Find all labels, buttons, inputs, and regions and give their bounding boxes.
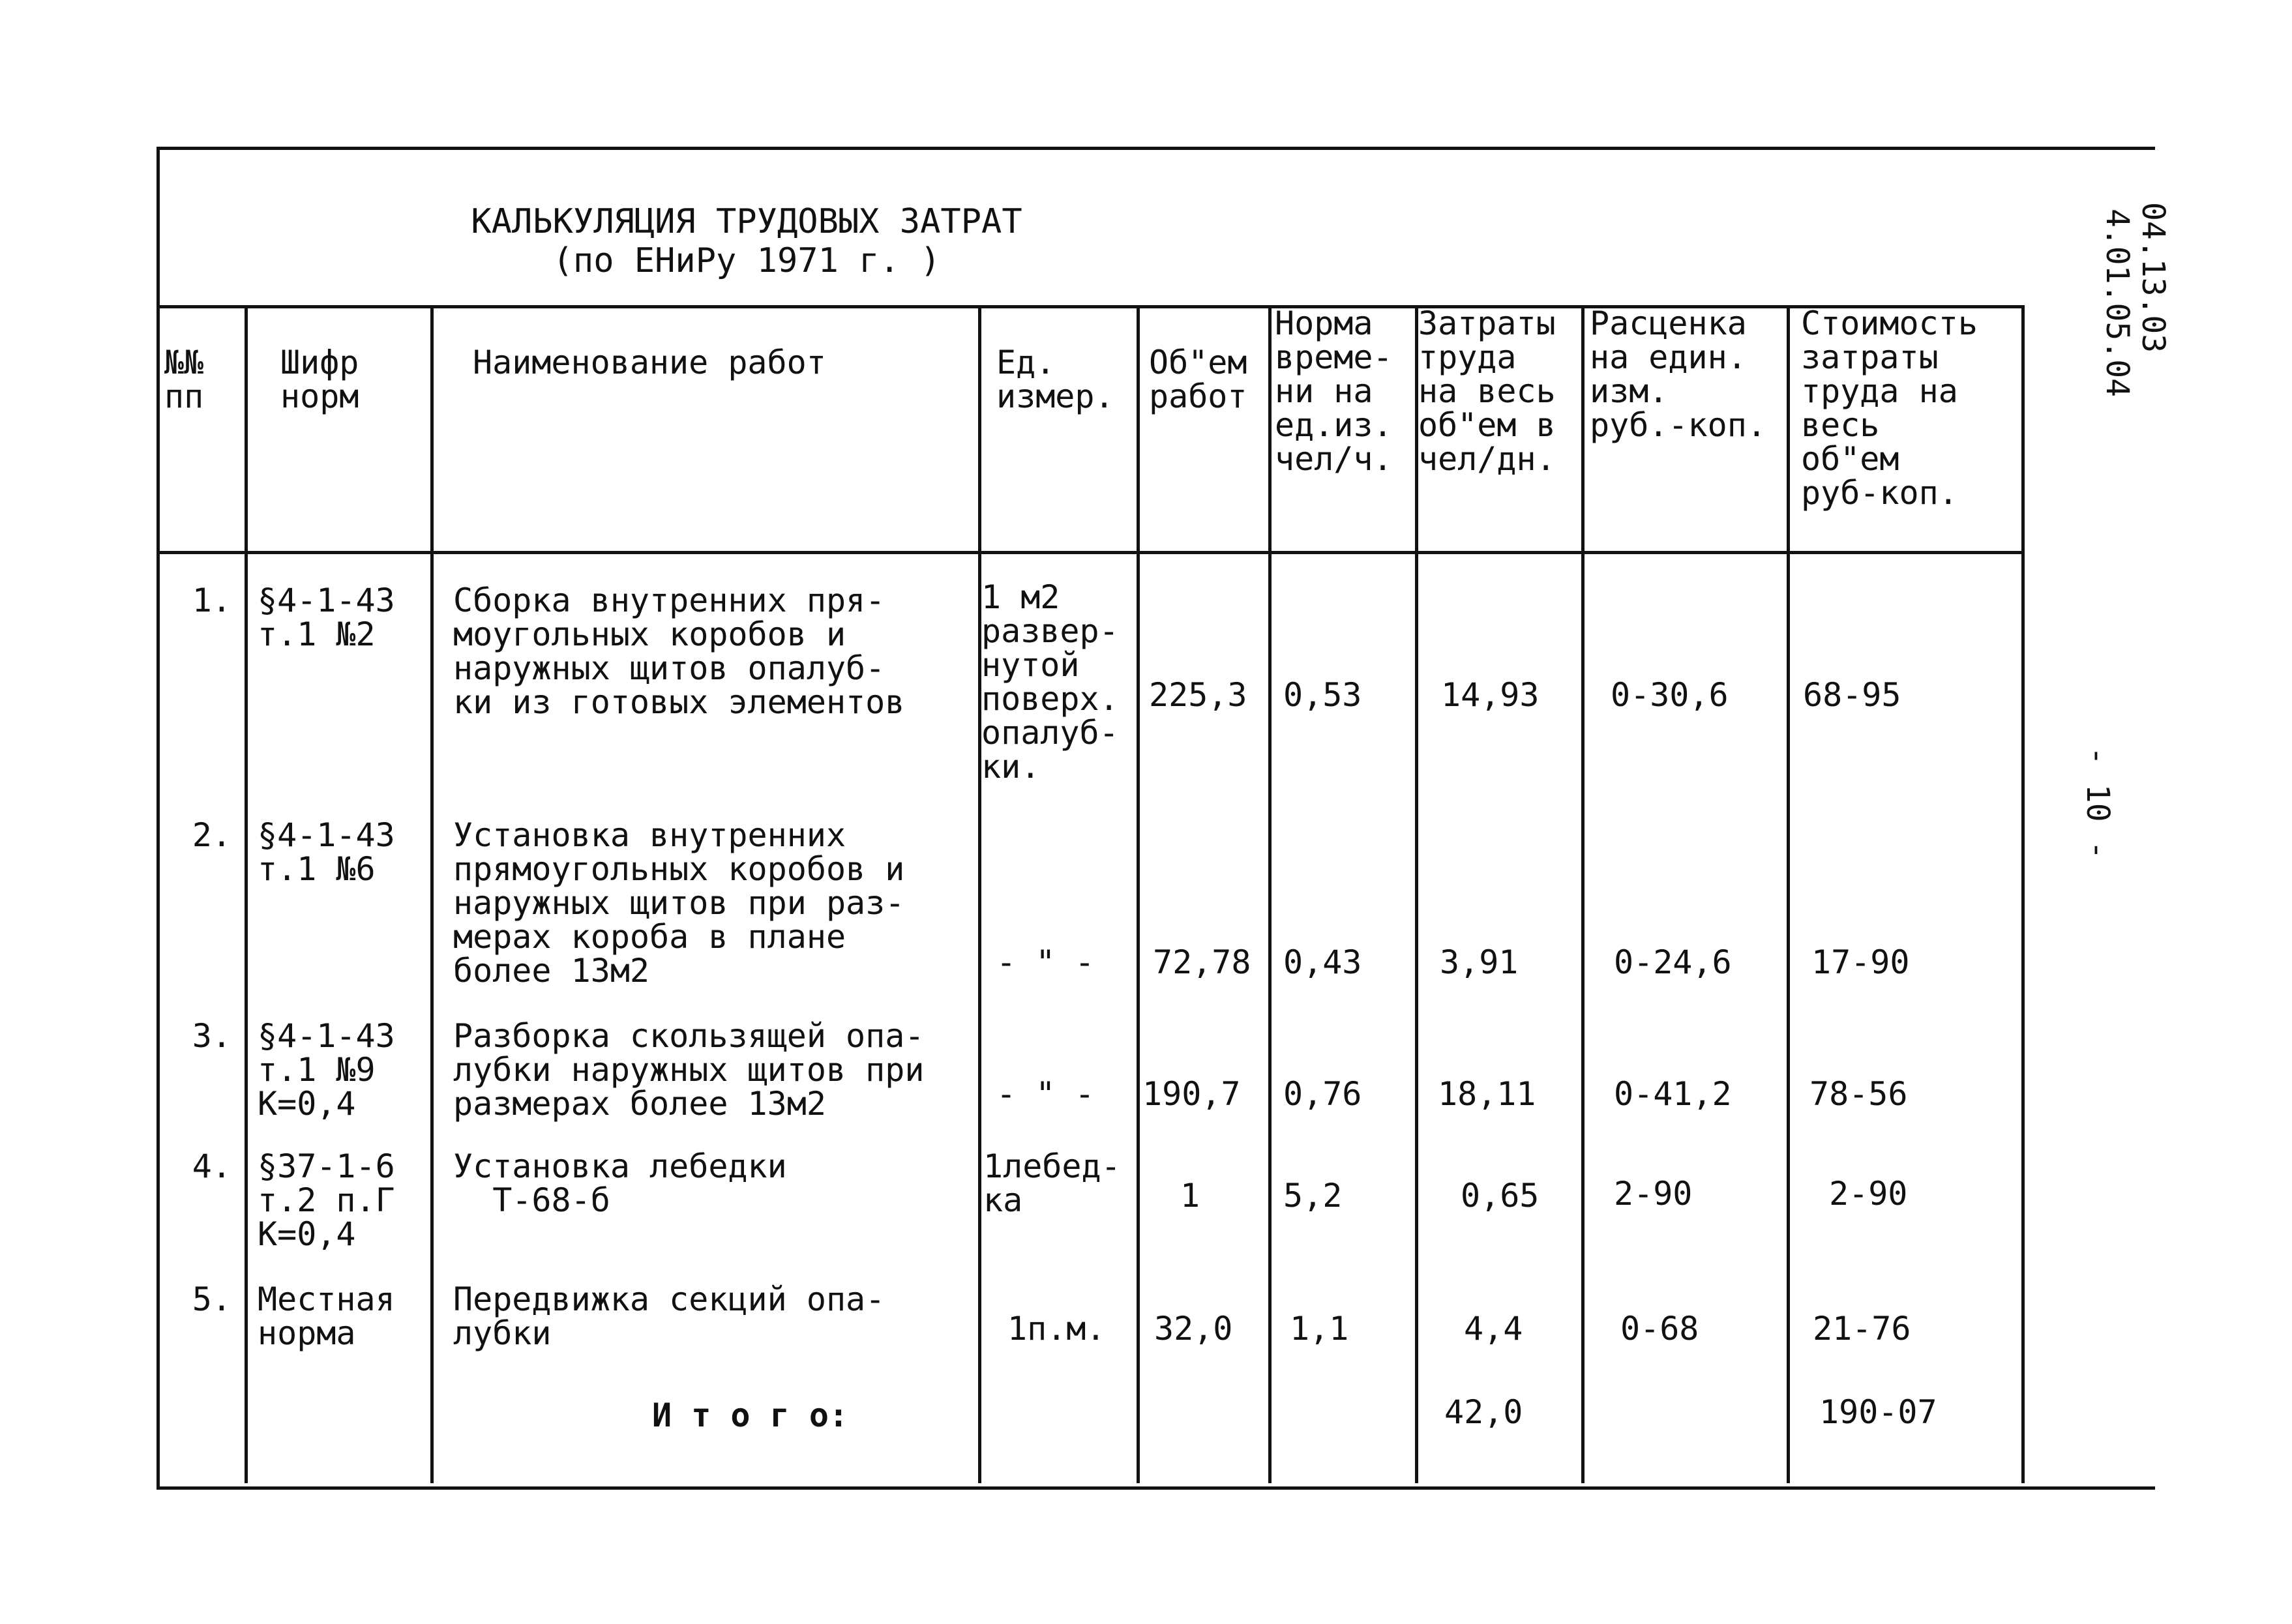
row-3-unit: - " - [996, 1075, 1095, 1113]
header-name: Наименование работ [473, 344, 826, 381]
title-line-1: КАЛЬКУЛЯЦИЯ ТРУДОВЫХ ЗАТРАТ [471, 202, 1022, 241]
row-5-code: Местная норма [258, 1280, 395, 1352]
header-unit: Ед. измер. [996, 344, 1114, 415]
row-4-labor: 0,65 [1461, 1177, 1540, 1215]
header-norm: Норма време- ни на ед.из. чел/ч. [1275, 304, 1393, 478]
col-rule-3 [978, 305, 981, 1483]
col-rule-9 [2021, 305, 2025, 1483]
row-1-num: 1. [192, 582, 231, 619]
row-5-norm: 1,1 [1290, 1310, 1349, 1348]
row-4-code: §37-1-6 т.2 п.Г К=0,4 [258, 1147, 395, 1253]
row-4-volume: 1 [1180, 1177, 1200, 1215]
row-2-cost: 17-90 [1811, 943, 1910, 981]
row-3-norm: 0,76 [1283, 1075, 1362, 1113]
header-code: Шифр норм [280, 344, 359, 415]
row-1-labor: 14,93 [1441, 676, 1540, 714]
row-4-rate: 2-90 [1614, 1175, 1693, 1213]
row-4-unit: 1лебед- ка [983, 1147, 1121, 1219]
row-1-cost: 68-95 [1803, 676, 1901, 714]
row-1-norm: 0,53 [1283, 676, 1362, 714]
row-3-cost: 78-56 [1809, 1075, 1908, 1113]
row-1-code: §4-1-43 т.1 №2 [258, 582, 395, 653]
row-4-norm: 5,2 [1283, 1177, 1343, 1215]
side-code-1: 04.13.03 [2135, 202, 2171, 353]
row-3-rate: 0-41,2 [1614, 1075, 1732, 1113]
row-2-num: 2. [192, 816, 231, 854]
row-5-unit: 1п.м. [1007, 1310, 1106, 1348]
row-4-num: 4. [192, 1147, 231, 1185]
title-line-2: (по ЕНиРу 1971 г. ) [552, 241, 941, 280]
row-2-labor: 3,91 [1440, 943, 1519, 981]
row-1-name: Сборка внутренних пря- моугольных коробов и наружных щитов опалуб- ки из готовых элементов [453, 582, 905, 721]
row-1-volume: 225,3 [1149, 676, 1247, 714]
col-rule-8 [1787, 305, 1790, 1483]
row-3-name: Разборка скользящей опа- лубки наружных щитов при размерах более 13м2 [453, 1017, 925, 1123]
row-4-name: Установка лебедки Т-68-б [453, 1147, 787, 1219]
header-volume: Об"ем работ [1149, 344, 1247, 415]
row-5-labor: 4,4 [1464, 1310, 1523, 1348]
col-rule-2 [430, 305, 434, 1483]
row-5-volume: 32,0 [1154, 1310, 1233, 1348]
row-3-num: 3. [192, 1017, 231, 1055]
row-3-labor: 18,11 [1438, 1075, 1536, 1113]
row-5-num: 5. [192, 1280, 231, 1318]
col-rule-7 [1581, 305, 1585, 1483]
row-5-cost: 21-76 [1813, 1310, 1911, 1348]
total-label: И т о г о: [652, 1396, 849, 1434]
col-rule-6 [1415, 305, 1418, 1483]
row-3-volume: 190,7 [1142, 1075, 1241, 1113]
total-cost: 190-07 [1819, 1393, 1937, 1431]
row-3-code: §4-1-43 т.1 №9 К=0,4 [258, 1017, 395, 1123]
page-number: - 10 - [2079, 746, 2116, 860]
row-2-unit: - " - [996, 943, 1095, 981]
row-1-rate: 0-30,6 [1611, 676, 1729, 714]
side-code-2: 4.01.05.04 [2099, 209, 2136, 397]
row-2-name: Установка внутренних прямоугольных коробов и наружных щитов при раз- мерах короба в плане более 13м2 [453, 816, 905, 990]
col-rule-4 [1137, 305, 1140, 1483]
row-1-unit: 1 м2 развер- нутой поверх. опалуб- ки. [981, 578, 1119, 786]
header-rate: Расценка на един. изм. руб.-коп. [1590, 304, 1766, 444]
header-labor: Затраты труда на весь об"ем в чел/дн. [1418, 304, 1556, 478]
col-rule-5 [1268, 305, 1272, 1483]
row-2-rate: 0-24,6 [1614, 943, 1732, 981]
row-2-code: §4-1-43 т.1 №6 [258, 816, 395, 888]
header-cost: Стоимость затраты труда на весь об"ем руб-коп. [1801, 304, 1978, 512]
row-2-norm: 0,43 [1283, 943, 1362, 981]
total-labor: 42,0 [1444, 1393, 1523, 1431]
row-2-volume: 72,78 [1153, 943, 1251, 981]
row-5-rate: 0-68 [1620, 1310, 1699, 1348]
row-4-cost: 2-90 [1829, 1175, 1908, 1213]
col-rule-1 [245, 305, 248, 1483]
header-bottom-rule [156, 551, 2021, 554]
header-num: №№ пп [164, 344, 204, 415]
row-5-name: Передвижка секций опа- лубки [453, 1280, 886, 1352]
page-title [160, 202, 1333, 280]
